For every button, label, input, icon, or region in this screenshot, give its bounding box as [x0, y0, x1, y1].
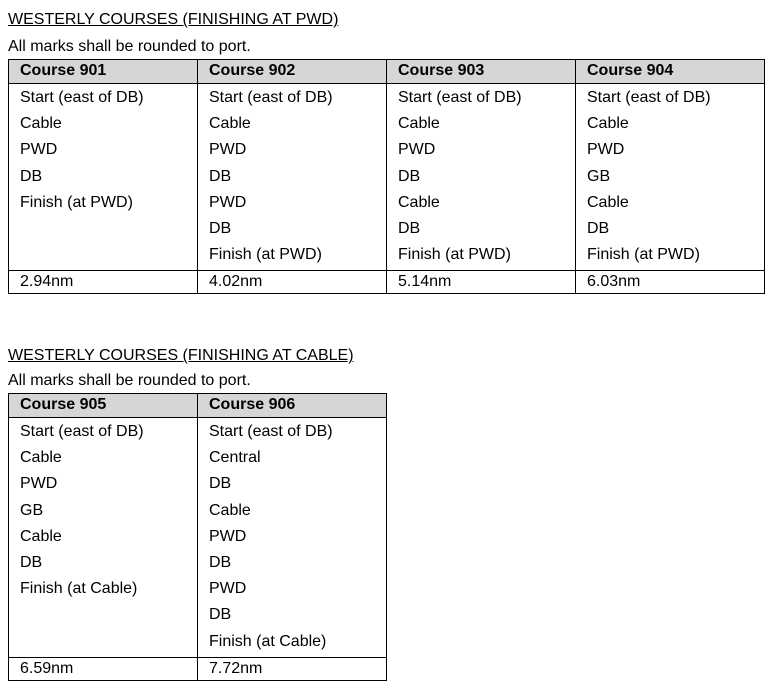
- mark-item: Finish (at PWD): [398, 246, 511, 264]
- mark-item: [20, 216, 197, 242]
- section-heading: WESTERLY COURSES (FINISHING AT CABLE): [8, 347, 354, 364]
- mark-item: [20, 629, 197, 655]
- mark-item: Central: [209, 449, 261, 467]
- mark-item: DB: [20, 553, 43, 571]
- course-distance: 7.72nm: [198, 657, 387, 680]
- course-distance: 6.03nm: [576, 271, 765, 294]
- mark-item: PWD: [209, 527, 247, 545]
- mark-item: [20, 602, 197, 628]
- mark-item: Start (east of DB): [398, 89, 522, 106]
- course-distance: 4.02nm: [198, 271, 387, 294]
- course-distance: 5.14nm: [387, 271, 576, 294]
- mark-item: Start (east of DB): [20, 89, 144, 106]
- mark-item: Start (east of DB): [20, 423, 144, 440]
- distance-row: [9, 657, 387, 680]
- mark-item: GB: [20, 501, 44, 519]
- mark-item: PWD: [398, 141, 436, 159]
- mark-item: Cable: [20, 449, 62, 467]
- mark-item: PWD: [20, 475, 58, 493]
- mark-item: PWD: [20, 141, 58, 159]
- mark-item: Finish (at Cable): [20, 580, 138, 598]
- mark-item: Start (east of DB): [209, 423, 333, 440]
- section-heading: WESTERLY COURSES (FINISHING AT PWD): [8, 11, 339, 28]
- mark-item: DB: [209, 167, 232, 185]
- mark-item: Finish (at PWD): [20, 193, 133, 211]
- course-header: Course 902: [198, 60, 387, 84]
- course-marks-cell: [198, 84, 387, 271]
- mark-item: Finish (at Cable): [209, 632, 327, 650]
- courses-table: [8, 393, 387, 681]
- mark-item: Cable: [209, 501, 251, 519]
- course-marks-cell: [387, 84, 576, 271]
- mark-item: DB: [209, 219, 232, 237]
- mark-item: Cable: [398, 115, 440, 133]
- mark-item: DB: [20, 167, 43, 185]
- mark-item: DB: [398, 219, 421, 237]
- course-header: Course 905: [9, 394, 198, 418]
- mark-item: Cable: [20, 115, 62, 133]
- mark-item: DB: [209, 606, 232, 624]
- courses-table: [8, 59, 765, 294]
- course-marks-cell: [9, 418, 198, 658]
- course-distance: 2.94nm: [9, 271, 198, 294]
- mark-item: DB: [398, 167, 421, 185]
- mark-item: GB: [587, 167, 611, 185]
- mark-item: Cable: [587, 115, 629, 133]
- section-note: All marks shall be rounded to port.: [8, 38, 251, 55]
- mark-item: PWD: [209, 193, 247, 211]
- mark-item: [20, 242, 197, 268]
- mark-item: Cable: [587, 193, 629, 211]
- mark-item: DB: [587, 219, 610, 237]
- course-marks-cell: [576, 84, 765, 271]
- course-distance: 6.59nm: [9, 657, 198, 680]
- distance-row: [9, 271, 765, 294]
- mark-item: Start (east of DB): [587, 89, 711, 106]
- mark-item: DB: [209, 475, 232, 493]
- course-header: Course 901: [9, 60, 198, 84]
- mark-item: Cable: [209, 115, 251, 133]
- table-header-row: [9, 394, 387, 418]
- course-marks-cell: [9, 84, 198, 271]
- table-row: [9, 84, 765, 271]
- mark-item: Start (east of DB): [209, 89, 333, 106]
- mark-item: Cable: [20, 527, 62, 545]
- section-finishing-at-cable: [8, 346, 387, 681]
- course-header: Course 906: [198, 394, 387, 418]
- mark-item: PWD: [209, 580, 247, 598]
- table-row: [9, 418, 387, 658]
- table-header-row: [9, 60, 765, 84]
- mark-item: Cable: [398, 193, 440, 211]
- section-note: All marks shall be rounded to port.: [8, 372, 251, 389]
- section-finishing-at-pwd: [8, 10, 765, 294]
- course-marks-cell: [198, 418, 387, 658]
- mark-item: Finish (at PWD): [587, 246, 700, 264]
- mark-item: PWD: [587, 141, 625, 159]
- mark-item: Finish (at PWD): [209, 246, 322, 264]
- mark-item: PWD: [209, 141, 247, 159]
- course-header: Course 903: [387, 60, 576, 84]
- course-header: Course 904: [576, 60, 765, 84]
- mark-item: DB: [209, 553, 232, 571]
